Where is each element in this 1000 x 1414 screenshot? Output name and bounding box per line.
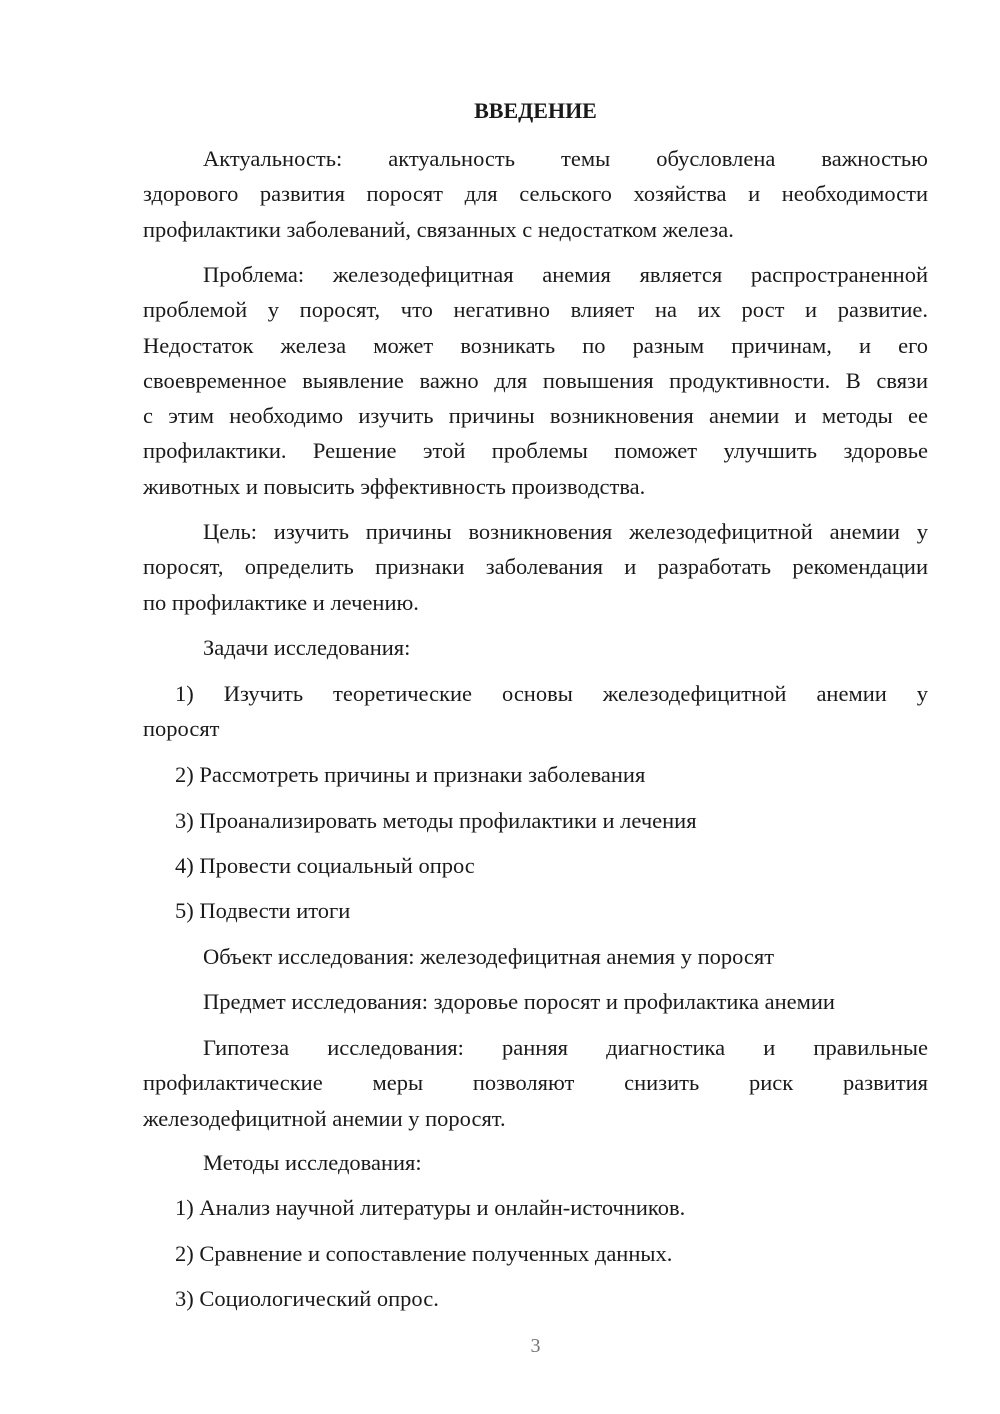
- text-line: 2) Рассмотреть причины и признаки заболевания: [175, 762, 646, 787]
- text-line: 1) Изучить теоретические основы железодефицитной анемии у: [175, 681, 928, 706]
- text-line: Задачи исследования:: [203, 635, 411, 660]
- tasks-heading: [143, 630, 928, 665]
- text-line: по профилактике и лечению.: [143, 589, 419, 615]
- text-line: Объект исследования: железодефицитная анемия у поросят: [203, 944, 775, 969]
- paragraph-subject: [143, 984, 928, 1019]
- task-item-4: [143, 848, 928, 883]
- text-line: 3) Социологический опрос.: [175, 1286, 439, 1311]
- method-item-3: [143, 1281, 928, 1316]
- task-item-2: [143, 757, 928, 792]
- text-line: животных и повысить эффективность производства.: [143, 473, 646, 499]
- task-item-3: [143, 803, 928, 838]
- text-line: Гипотеза исследования: ранняя диагностика и правильные: [203, 1035, 928, 1060]
- text-line: здорового развития поросят для сельского хозяйства и необходимости: [143, 181, 928, 207]
- text-line: Актуальность: актуальность темы обусловлена важностью: [203, 146, 928, 171]
- text-line: 5) Подвести итоги: [175, 898, 351, 923]
- text-line: поросят: [143, 716, 220, 742]
- text-line: 1) Анализ научной литературы и онлайн-источников.: [175, 1195, 686, 1220]
- paragraph-goal: [143, 514, 928, 620]
- methods-heading: [143, 1145, 928, 1180]
- text-line: Методы исследования:: [203, 1150, 422, 1175]
- paragraph-hypothesis: [143, 1030, 928, 1136]
- text-line: Предмет исследования: здоровье поросят и профилактика анемии: [203, 989, 835, 1014]
- paragraph-problem: [143, 257, 928, 504]
- method-item-1: [143, 1190, 928, 1225]
- page-number: 3: [530, 1335, 541, 1357]
- paragraph-object: [143, 939, 928, 974]
- text-line: 4) Провести социальный опрос: [175, 853, 475, 878]
- section-title: ВВЕДЕНИЕ: [474, 98, 597, 123]
- text-line: профилактики. Решение этой проблемы поможет улучшить здоровье: [143, 438, 928, 464]
- text-line: профилактические меры позволяют снизить риск развития: [143, 1070, 928, 1096]
- task-item-5: [143, 893, 928, 928]
- text-line: 2) Сравнение и сопоставление полученных данных.: [175, 1241, 673, 1266]
- text-line: Проблема: железодефицитная анемия является распространенной: [203, 262, 928, 287]
- text-line: железодефицитной анемии у поросят.: [143, 1105, 506, 1131]
- task-item-1: [143, 676, 928, 747]
- text-line: 3) Проанализировать методы профилактики и лечения: [175, 808, 697, 833]
- text-line: проблемой у поросят, что негативно влияет на их рост и развитие.: [143, 297, 928, 323]
- text-line: поросят, определить признаки заболевания и разработать рекомендации: [143, 554, 928, 580]
- text-line: с этим необходимо изучить причины возникновения анемии и методы ее: [143, 403, 928, 429]
- method-item-2: [143, 1236, 928, 1271]
- paragraph-relevance: [143, 141, 928, 247]
- text-line: своевременное выявление важно для повышения продуктивности. В связи: [143, 367, 928, 393]
- text-line: Цель: изучить причины возникновения железодефицитной анемии у: [203, 519, 928, 544]
- text-line: профилактики заболеваний, связанных с недостатком железа.: [143, 216, 734, 242]
- text-line: Недостаток железа может возникать по разным причинам, и его: [143, 332, 928, 358]
